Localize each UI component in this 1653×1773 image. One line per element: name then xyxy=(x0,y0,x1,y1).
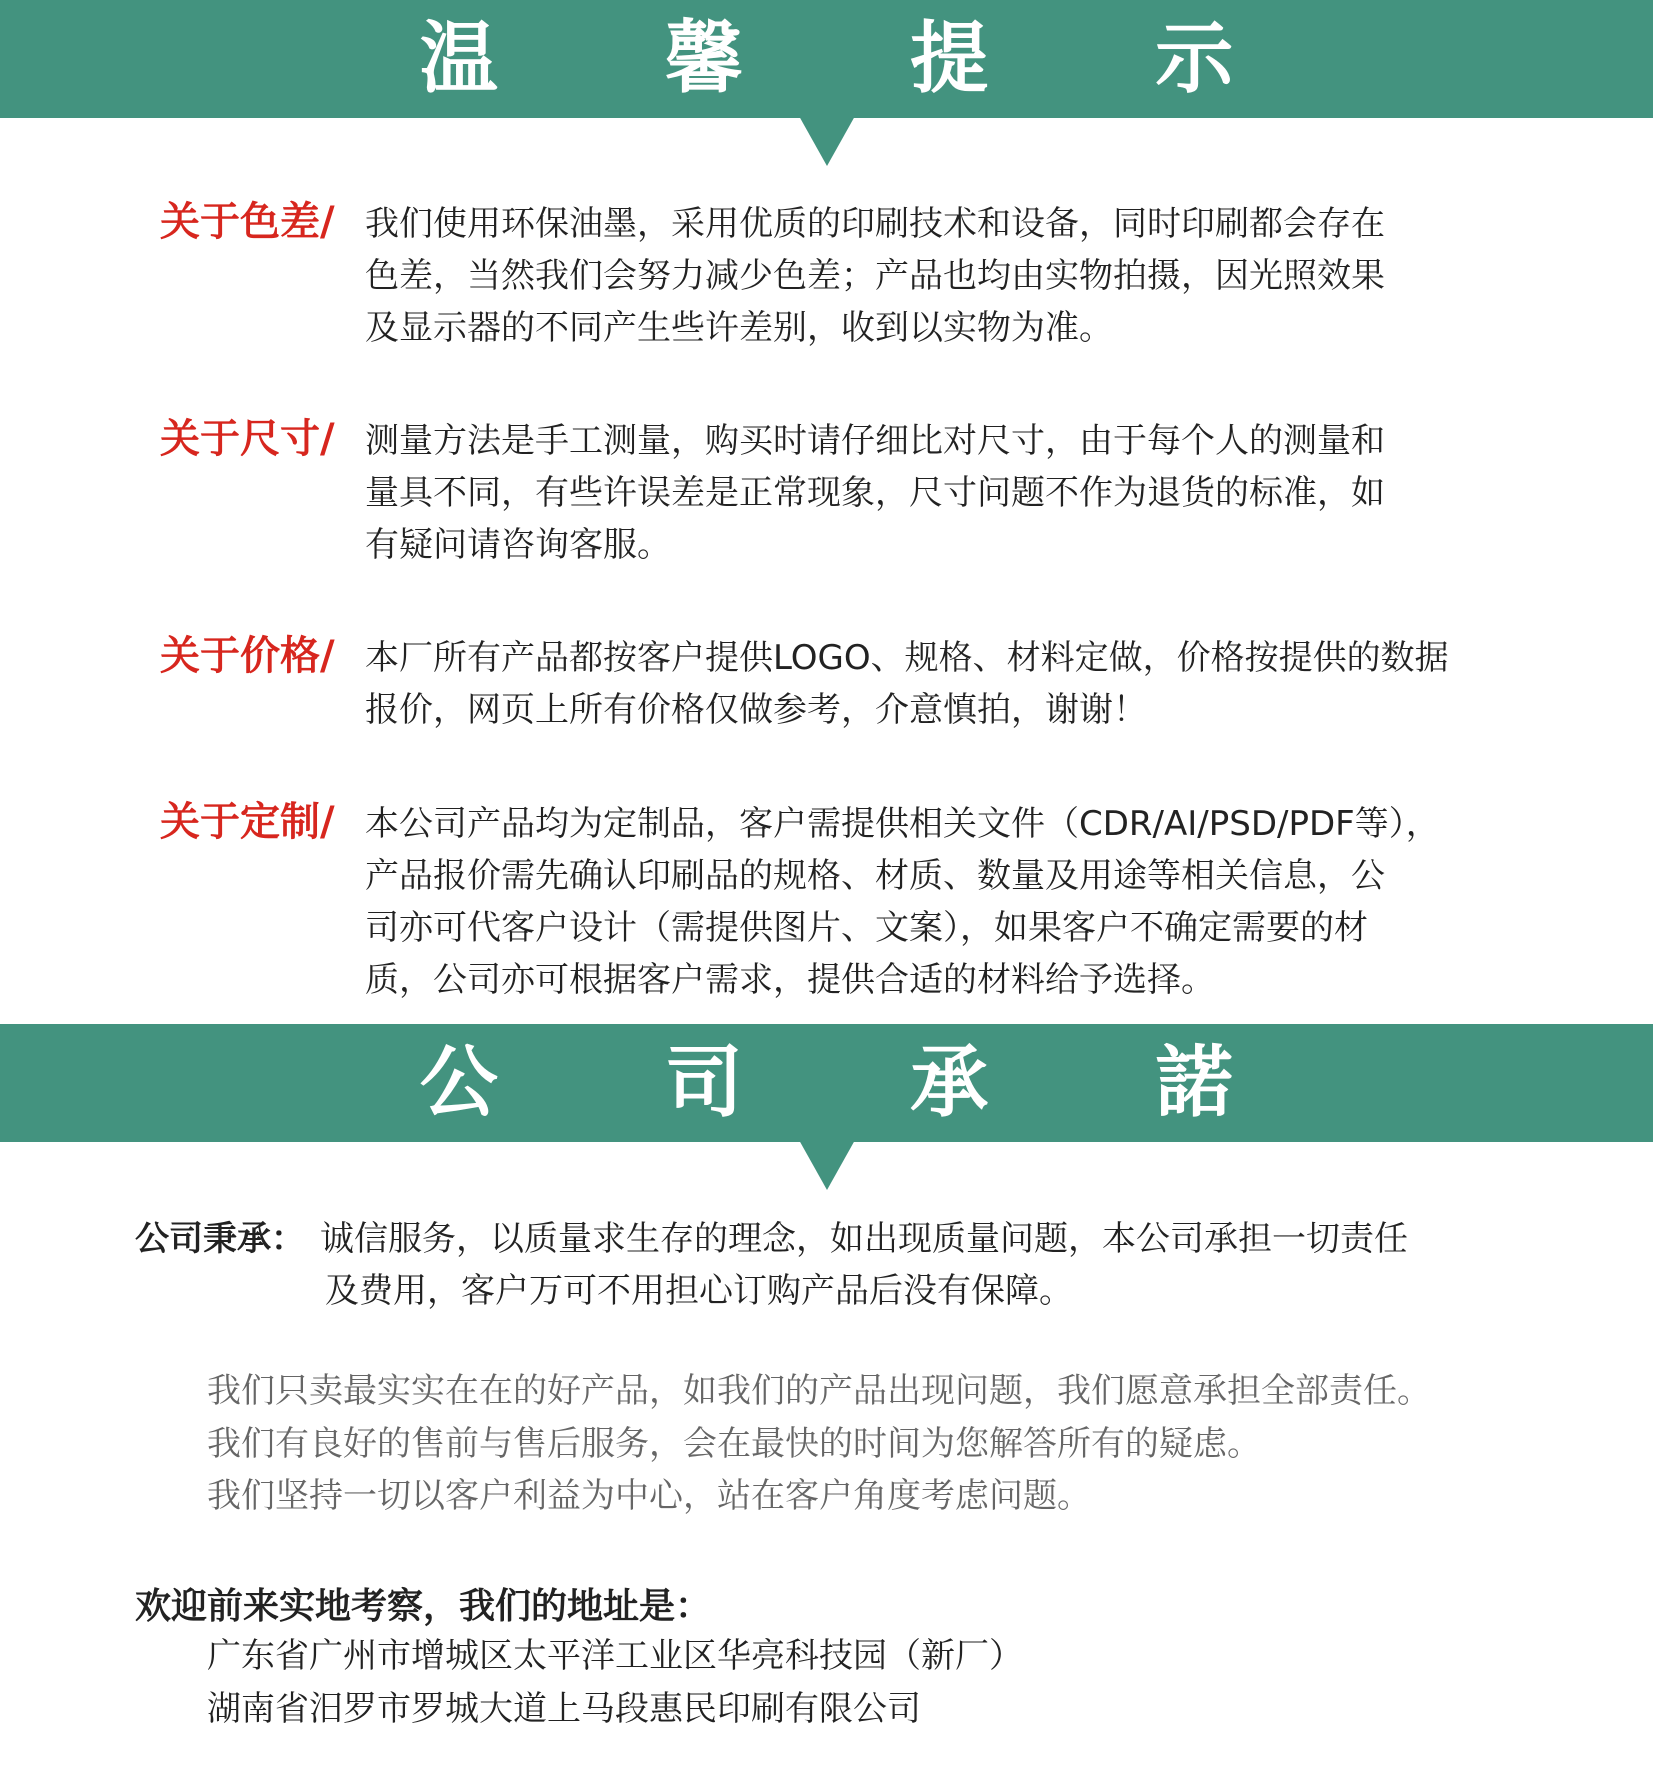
promise-title: 公 司 承 諾 xyxy=(419,1037,1304,1128)
tips-banner-pointer xyxy=(799,116,855,166)
tip-line: 报价，网页上所有价格仅做参考，介意慎拍，谢谢！ xyxy=(365,690,1147,730)
tip-label: 关于价格/ xyxy=(160,633,335,679)
tip-label: 关于尺寸/ xyxy=(160,416,335,462)
tip-line: 有疑问请咨询客服。 xyxy=(365,525,671,565)
tip-line: 产品报价需先确认印刷品的规格、材质、数量及用途等相关信息，公 xyxy=(365,856,1385,896)
address-line: 湖南省汨罗市罗城大道上马段惠民印刷有限公司 xyxy=(207,1689,921,1729)
tip-label: 关于色差/ xyxy=(160,199,335,245)
promise-line: 及费用，客户万可不用担心订购产品后没有保障。 xyxy=(325,1271,1073,1311)
commitment-line: 我们坚持一切以客户利益为中心，站在客户角度考虑问题。 xyxy=(207,1476,1091,1516)
promise-line: 诚信服务，以质量求生存的理念，如出现质量问题，本公司承担一切责任 xyxy=(320,1219,1408,1259)
tip-line: 及显示器的不同产生些许差别，收到以实物为准。 xyxy=(365,308,1113,348)
tip-line: 色差，当然我们会努力减少色差；产品也均由实物拍摄，因光照效果 xyxy=(365,256,1385,296)
tip-line: 质，公司亦可根据客户需求，提供合适的材料给予选择。 xyxy=(365,960,1215,1000)
tip-line: 本公司产品均为定制品，客户需提供相关文件（CDR/AI/PSD/PDF等）， xyxy=(365,804,1440,844)
tip-line: 测量方法是手工测量，购买时请仔细比对尺寸，由于每个人的测量和 xyxy=(365,421,1385,461)
tip-line: 量具不同，有些许误差是正常现象，尺寸问题不作为退货的标准，如 xyxy=(365,473,1385,513)
tip-line: 我们使用环保油墨，采用优质的印刷技术和设备，同时印刷都会存在 xyxy=(365,204,1385,244)
address-heading: 欢迎前来实地考察，我们的地址是： xyxy=(135,1586,712,1627)
commitment-line: 我们只卖最实实在在的好产品，如我们的产品出现问题，我们愿意承担全部责任。 xyxy=(207,1371,1431,1411)
promise-label: 公司秉承： xyxy=(135,1219,305,1259)
tip-label: 关于定制/ xyxy=(160,799,335,845)
address-line: 广东省广州市增城区太平洋工业区华亮科技园（新厂） xyxy=(207,1636,1023,1676)
tip-line: 司亦可代客户设计（需提供图片、文案），如果客户不确定需要的材 xyxy=(365,908,1368,948)
commitment-line: 我们有良好的售前与售后服务，会在最快的时间为您解答所有的疑虑。 xyxy=(207,1424,1261,1464)
tip-line: 本厂所有产品都按客户提供LOGO、规格、材料定做，价格按提供的数据 xyxy=(365,638,1449,678)
tips-title: 温 馨 提 示 xyxy=(419,13,1304,104)
promise-banner-pointer xyxy=(799,1140,855,1190)
